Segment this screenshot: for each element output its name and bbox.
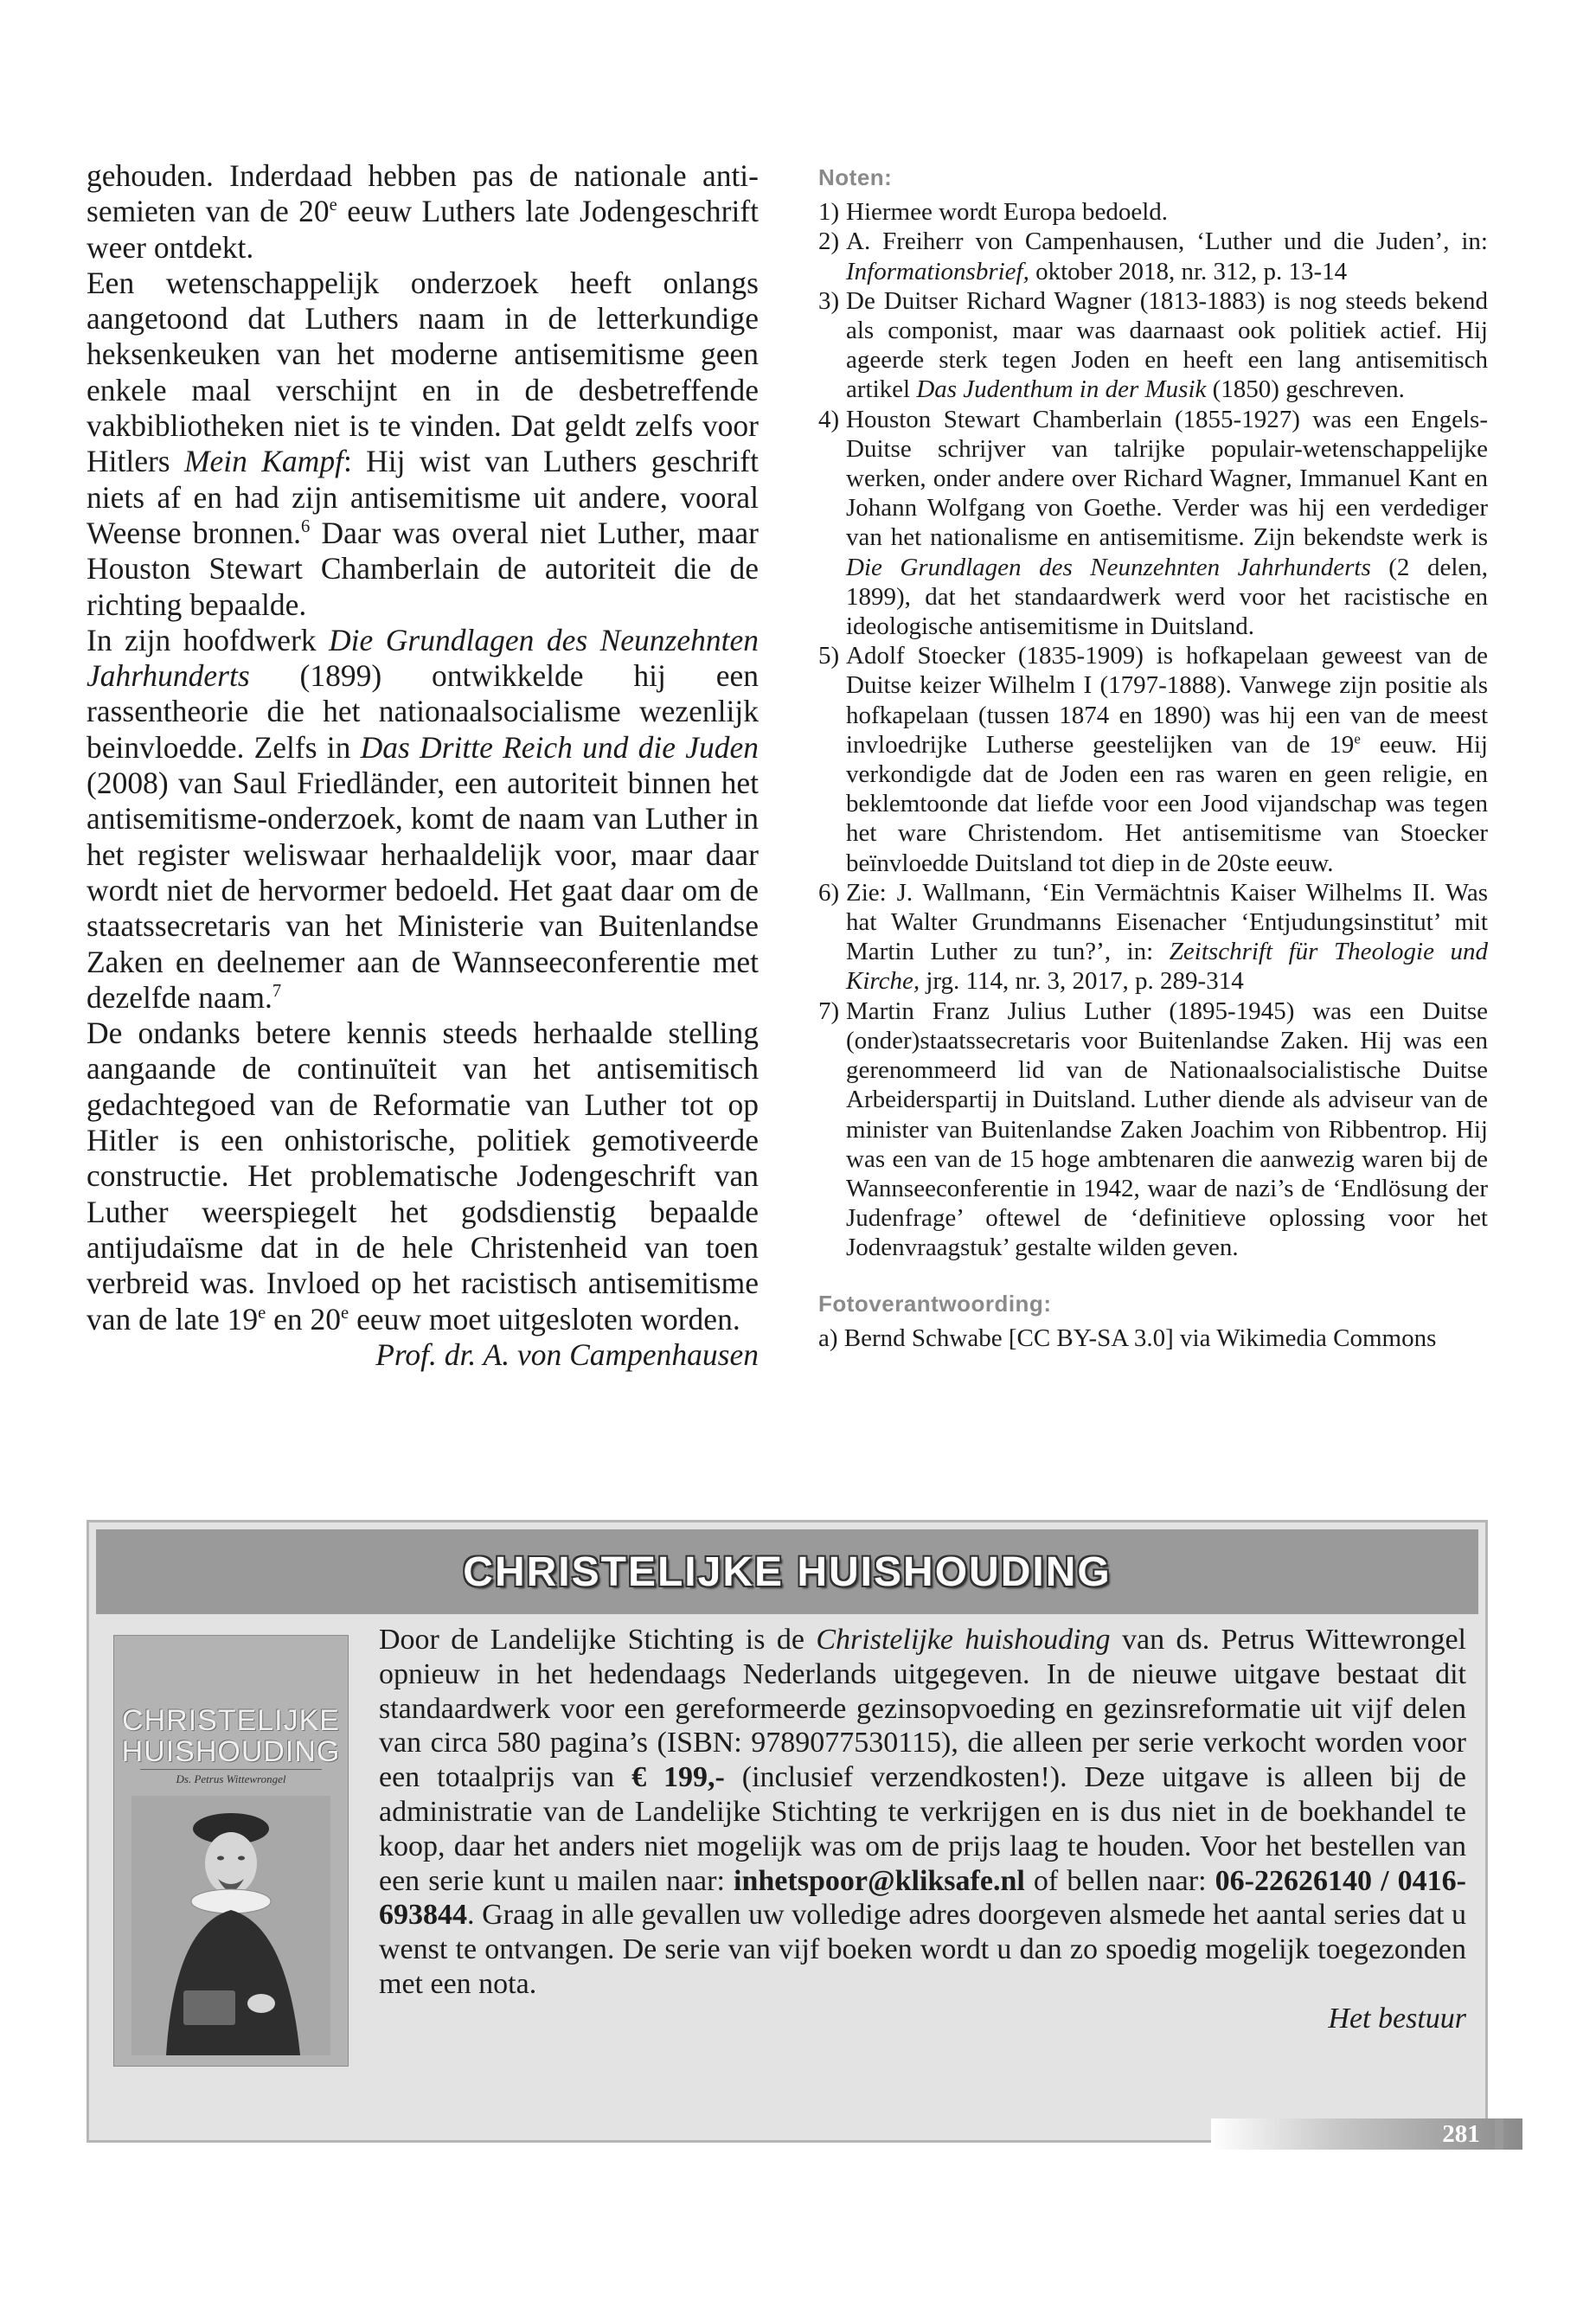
note-item: 6) Zie: J. Wallmann, ‘Ein Vermächtnis Kaiser Wilhelms II. Was hat Walter Grundmanns Eisenacher ‘Entjudungsinstitut’ mit Martin Luther zu tun?’, in: Zeitschrift für Theologie und Kirche, jrg. 114, nr. 3, 2017, p. 289-314	[818, 878, 1488, 996]
photo-credit-item: a) Bernd Schwabe [CC BY-SA 3.0] via Wikimedia Commons	[818, 1324, 1437, 1352]
note-item: 4) Houston Stewart Chamberlain (1855-1927) was een Engels-Duitse schrijver van talrijke populair-wetenschappelijke werken, onder andere over Richard Wagner, Immanuel Kant en Johann Wolfgang von Goethe. Verder was hij een verdediger van het nationalisme en antisemitisme. Zijn bekendste werk is Die Grundlagen des Neunzehnten Jahrhunderts (2 delen, 1899), dat het standaardwerk werd voor het racistische en ideologische antisemitisme in Duitsland.	[818, 405, 1488, 641]
advertisement-text	[379, 1623, 1466, 2036]
advertisement-title-bar	[96, 1529, 1478, 1614]
price: € 199,-	[631, 1761, 725, 1794]
advertisement-paragraph: Door de Landelijke Stichting is de Christelijke huishouding van ds. Petrus Wittewrongel opnieuw in het hedendaags Nederlands uitgegeven. In de nieuwe uitgave bestaat dit standaardwerk voor een gereformeerde gezinsopvoeding en gezinsreformatie uit vijf delen van circa 580 pagina’s (ISBN: 9789077530115), die alleen per serie verkocht worden voor een totaalprijs van € 199,- (inclusief verzendkosten!). Deze uitgave is alleen bij de administratie van de Landelijke Stichting te verkrijgen en is dus niet in de boekhandel te koop, daar het anders niet mogelijk was om de prijs laag te houden. Voor het bestellen van een serie kunt u mailen naar: inhetspoor@kliksafe.nl of bellen naar: 06-22626140 / 0416-693844. Graag in alle gevallen uw volledige adres doorgeven alsmede het aantal series dat u wenst te ontvangen. De serie van vijf boeken wordt u dan zo spoedig mogelijk toegezonden met een nota.	[379, 1624, 1466, 2000]
book-cover-rule	[140, 1769, 322, 1770]
note-item: 5) Adolf Stoecker (1835-1909) is hofkapelaan geweest van de Duitse keizer Wilhelm I (1797-1888). Vanwege zijn positie als hofkapelaan (tussen 1874 en 1890) was hij een van de meest invloedrijke Lutherse geestelijken van de 19e eeuw. Hij verkondigde dat de Joden een ras waren en geen religie, en beklemtoonde dat liefde voor een Jood vijandschap was tegen het ware Christendom. Het antisemitisme van Stoecker beïnvloedde Duitsland tot diep in de 20ste eeuw.	[818, 642, 1488, 877]
notes-column	[818, 163, 1488, 1353]
notes-heading: Noten:	[818, 164, 893, 190]
page-number: 281	[1442, 2120, 1480, 2148]
phone-numbers[interactable]: 06-22626140 / 0416-693844	[379, 1864, 1466, 1932]
book-advertisement	[87, 1520, 1488, 2143]
article-paragraph: De ondanks betere kennis steeds herhaalde stelling aangaande de continuïteit van het antisemitisch gedachtegoed van de Reformatie van Luther tot op Hitler is een onhistorische, politiek gemotiveerde constructie. Het problematische Jodengeschrift van Luther weerspiegelt het godsdienstig bepaalde antijudaïsme dat in de hele Christenheid van toen verbreid was. Invloed op het racistisch antisemitisme van de late 19e en 20e eeuw moet uitgesloten worden.	[87, 1016, 759, 1336]
note-item: 3) De Duitser Richard Wagner (1813-1883) is nog steeds bekend als componist, maar was daarnaast ook politiek actief. Hij ageerde sterk tegen Joden en heeft een lang antisemitisch artikel Das Judenthum in der Musik (1850) geschreven.	[818, 286, 1488, 404]
book-cover-image	[113, 1635, 349, 2067]
article-paragraph: In zijn hoofdwerk Die Grundlagen des Neunzehnten Jahrhunderts (1899) ontwikkelde hij een rassentheorie die het nationaalsocialisme wezenlijk beinvloedde. Zelfs in Das Dritte Reich und die Juden (2008) van Saul Friedländer, een autoriteit binnen het antisemitisme-onderzoek, komt de naam van Luther in het register weliswaar herhaaldelijk voor, maar daar wordt niet de hervormer bedoeld. Het gaat daar om de staatssecretaris van het Ministerie van Buitenlandse Zaken en deelnemer aan de Wannseeconferentie met dezelfde naam.$^7$	[87, 622, 759, 1015]
article-signature: Prof. dr. A. von Campenhausen	[375, 1336, 759, 1372]
book-cover-author: Ds. Petrus Wittewrongel	[176, 1772, 286, 1785]
note-item: 2) A. Freiherr von Campenhausen, ‘Luther und die Juden’, in: Informationsbrief, oktober 2018, nr. 312, p. 13-14	[818, 228, 1488, 285]
advertisement-title: CHRISTELIJKE HUISHOUDING	[463, 1548, 1112, 1595]
page-number-tick	[1495, 2118, 1503, 2150]
advertisement-signature: Het bestuur	[1328, 2002, 1466, 2035]
note-item: 7) Martin Franz Julius Luther (1895-1945) was een Duitse (onder)staatssecretaris voor Buitenlandse Zaken. Hij was een gerenommeerd lid van de Nationaalsocialistische Duitse Arbeiderspartij in Duitsland. Luther diende als adviseur van de minister van Buitenlandse Zaken Joachim von Ribbentrop. Hij was een van de 15 hoge ambtenaren die aanwezig waren bij de Wannseeconferentie in 1942, waar de nazi’s de ‘Endlösung der Judenfrage’ oftewel de ‘definitieve oplossing voor het Jodenvraagstuk’ gestalte wilden geven.	[818, 997, 1488, 1262]
article-paragraph: Een wetenschappelijk onderzoek heeft onlangs aangetoond dat Luthers naam in de letterkundige heksenkeuken van het moderne antisemitisme geen enkele maal verschijnt en in de desbetreffende vakbibliotheken niet is te vinden. Dat geldt zelfs voor Hitlers Mein Kampf: Hij wist van Luthers geschrift niets af en had zijn antisemitisme uit andere, vooral Weense bronnen.$^6$ Daar was overal niet Luther, maar Houston Stewart Chamberlain de autoriteit die de richting bepaalde.	[87, 265, 759, 622]
book-cover-title: CHRISTELIJKE HUISHOUDING	[121, 1704, 341, 1768]
article-column	[87, 158, 759, 1373]
portrait-icon	[131, 1796, 330, 2055]
article-paragraph: gehouden. Inderdaad hebben pas de nationale anti-semieten van de 20e eeuw Luthers late Jodengeschrift weer ontdekt.	[87, 158, 760, 265]
note-item: 1) Hiermee wordt Europa bedoeld.	[818, 198, 1169, 227]
email-link[interactable]: inhetspoor@kliksafe.nl	[734, 1864, 1025, 1897]
photo-credits-heading: Fotoverantwoording:	[818, 1290, 1052, 1317]
